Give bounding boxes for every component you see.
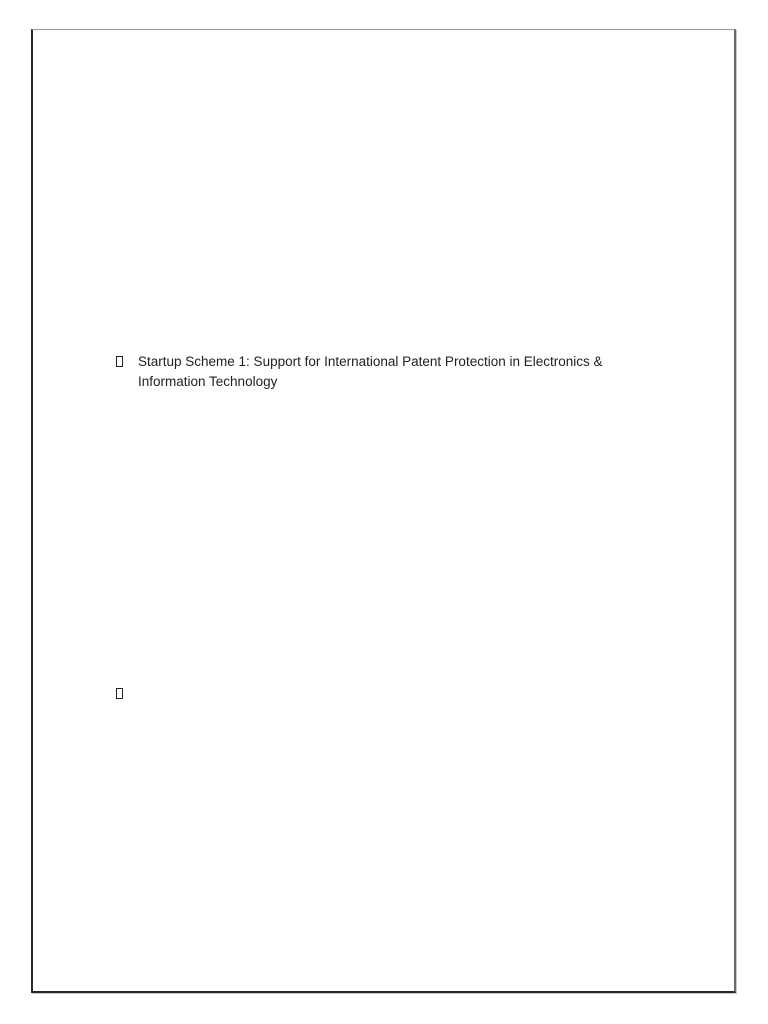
bullet-text-line-2: Information Technology — [138, 374, 278, 389]
bullet-text-line-1: Startup Scheme 1: Support for International Patent Protection in Electronics & — [138, 354, 603, 369]
bullet-text — [138, 352, 676, 392]
missing-glyph-box-icon — [116, 356, 123, 367]
page-border — [31, 29, 736, 993]
bullet-item-startup-scheme — [116, 352, 676, 392]
missing-glyph-box-icon — [116, 688, 123, 699]
